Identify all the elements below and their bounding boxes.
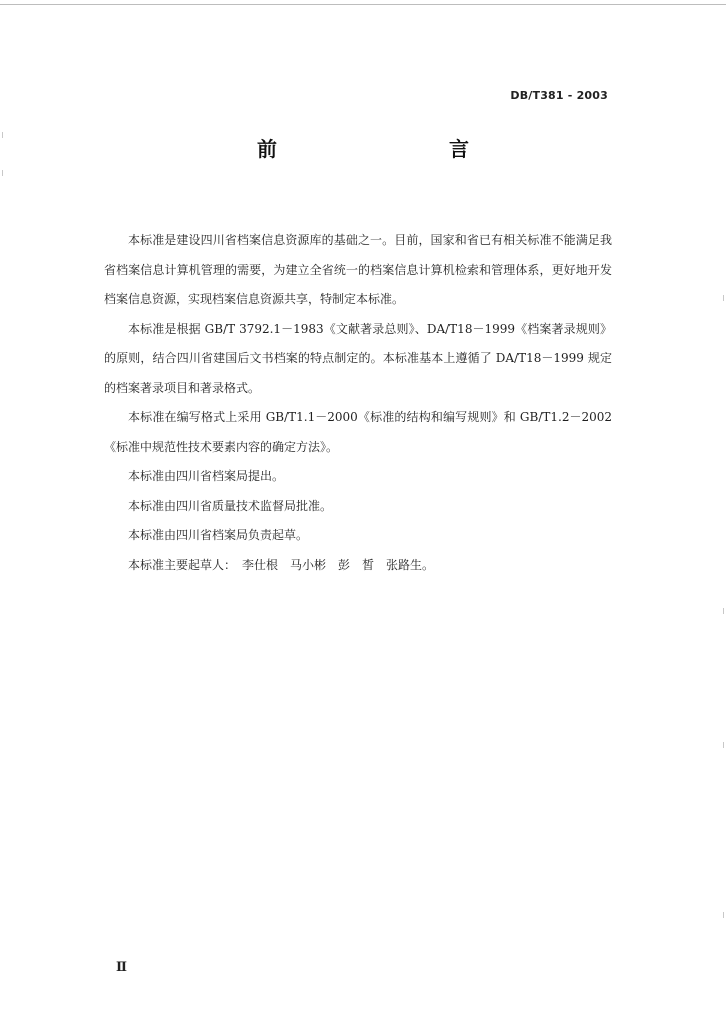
paragraph-drafted-by: 本标准由四川省档案局负责起草。	[128, 528, 309, 542]
right-edge-mark	[723, 295, 724, 301]
paragraph-purpose: 本标准是建设四川省档案信息资源库的基础之一。目前，国家和省已有相关标准不能满足我省档案信息计算机管理的需要，为建立全省统一的档案信息计算机检索和管理体系，更好地开发档案信息资源，实现档案信息资源共享，特制定本标准。	[104, 233, 612, 306]
paragraph-proposed-by: 本标准由四川省档案局提出。	[128, 469, 285, 483]
paragraph-drafters: 本标准主要起草人： 李仕根 马小彬 彭 皙 张路生。	[128, 557, 435, 572]
page-number: Ⅱ	[116, 960, 127, 975]
page-title: 前 言	[257, 137, 513, 161]
foreword-body	[104, 226, 612, 580]
left-edge-mark	[2, 170, 3, 176]
right-edge-mark	[723, 912, 724, 918]
paragraph-basis: 本标准是根据 GB/T 3792.1－1983《文献著录总则》、DA/T18－1999《档案著录规则》的原则，结合四川省建国后文书档案的特点制定的。本标准基本上遵循了 DA/T18－1999 规定的档案著录项目和著录格式。	[104, 321, 612, 395]
top-rule	[0, 4, 726, 5]
standard-code: DB/T381 - 2003	[510, 89, 608, 102]
paragraph-approved-by: 本标准由四川省质量技术监督局批准。	[128, 498, 333, 513]
right-edge-mark	[723, 608, 724, 614]
paragraph-format: 本标准在编写格式上采用 GB/T1.1－2000《标准的结构和编写规则》和 GB/T1.2－2002《标准中规范性技术要素内容的确定方法》。	[104, 410, 612, 454]
right-edge-mark	[723, 742, 724, 748]
left-edge-mark	[2, 132, 3, 138]
